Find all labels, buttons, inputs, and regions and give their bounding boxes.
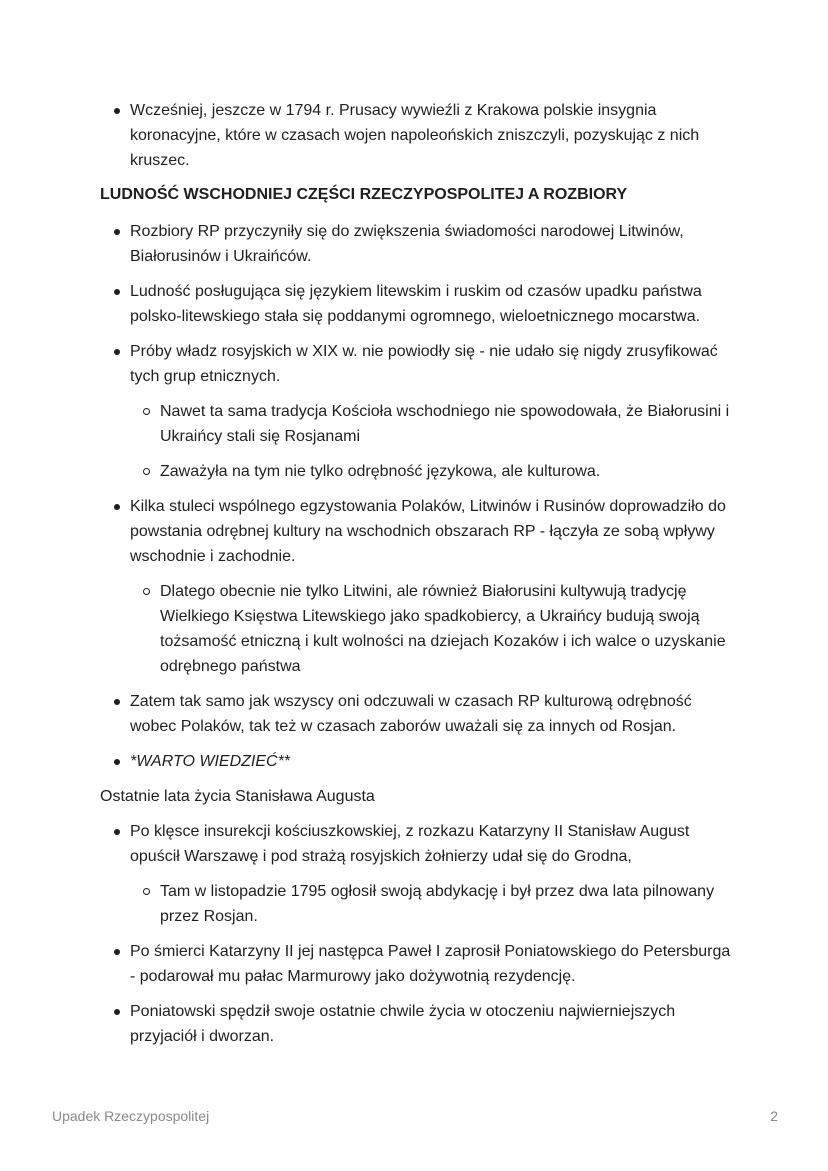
sub-list-item: Tam w listopadzie 1795 ogłosił swoją abdykację i był przez dwa lata pilnowany przez Rosjan. — [130, 879, 740, 929]
list-item — [100, 819, 740, 929]
intro-list — [100, 98, 740, 173]
sub-list-item: Nawet ta sama tradycja Kościoła wschodniego nie spowodowała, że Białorusini i Ukraińcy stali się Rosjanami — [130, 399, 740, 449]
list-item — [100, 494, 740, 679]
page-number: 2 — [770, 1108, 778, 1124]
footer-title: Upadek Rzeczypospolitej — [52, 1108, 210, 1124]
list-item: Po śmierci Katarzyny II jej następca Paweł I zaprosił Poniatowskiego do Petersburga - podarował mu pałac Marmurowy jako dożywotnią rezydencję. — [100, 939, 740, 989]
list-item: Wcześniej, jeszcze w 1794 r. Prusacy wywieźli z Krakowa polskie insygnia koronacyjne, które w czasach wojen napoleońskich zniszczyli, pozyskując z nich kruszec. — [100, 98, 740, 173]
section1-list — [100, 219, 740, 774]
list-item — [100, 339, 740, 484]
section-heading: LUDNOŚĆ WSCHODNIEJ CZĘŚCI RZECZYPOSPOLITEJ A ROZBIORY — [100, 186, 628, 203]
sub-list-item: Zaważyła na tym nie tylko odrębność językowa, ale kulturowa. — [130, 459, 740, 484]
list-item-text: Kilka stuleci wspólnego egzystowania Polaków, Litwinów i Rusinów doprowadziło do powstania odrębnej kultury na wschodnich obszarach RP - łączyła ze sobą wpływy wschodnie i zachodnie. — [130, 498, 726, 565]
sub-list-item: Dlatego obecnie nie tylko Litwini, ale również Białorusini kultywują tradycję Wielkiego Księstwa Litewskiego jako spadkobiercy, a Ukraińcy budują swoją tożsamość etniczną i kult wolności na dziejach Kozaków i ich walce o uzyskanie odrębnego państwa — [130, 579, 740, 679]
list-item-text: Próby władz rosyjskich w XIX w. nie powiodły się - nie udało się nigdy zrusyfikować tych grup etnicznych. — [130, 343, 718, 385]
sub-list — [130, 579, 740, 679]
section-subtitle: Ostatnie lata życia Stanisława Augusta — [100, 788, 375, 805]
sub-list — [130, 879, 740, 929]
list-item: Zatem tak samo jak wszyscy oni odczuwali w czasach RP kulturową odrębność wobec Polaków, tak też w czasach zaborów uważali się za innych od Rosjan. — [100, 689, 740, 739]
document-body — [100, 98, 740, 1059]
sub-list — [130, 399, 740, 484]
list-item: *WARTO WIEDZIEĆ** — [100, 749, 740, 774]
list-item: Ludność posługująca się językiem litewskim i ruskim od czasów upadku państwa polsko-litewskiego stała się poddanymi ogromnego, wieloetnicznego mocarstwa. — [100, 279, 740, 329]
section2-list — [100, 819, 740, 1049]
list-item: Rozbiory RP przyczyniły się do zwiększenia świadomości narodowej Litwinów, Białorusinów i Ukraińców. — [100, 219, 740, 269]
list-item-text: Po klęsce insurekcji kościuszkowskiej, z rozkazu Katarzyny II Stanisław August opuścił Warszawę i pod strażą rosyjskich żołnierzy udał się do Grodna, — [130, 823, 690, 865]
page-footer — [52, 1108, 778, 1124]
list-item: Poniatowski spędził swoje ostatnie chwile życia w otoczeniu najwierniejszych przyjaciół i dworzan. — [100, 999, 740, 1049]
